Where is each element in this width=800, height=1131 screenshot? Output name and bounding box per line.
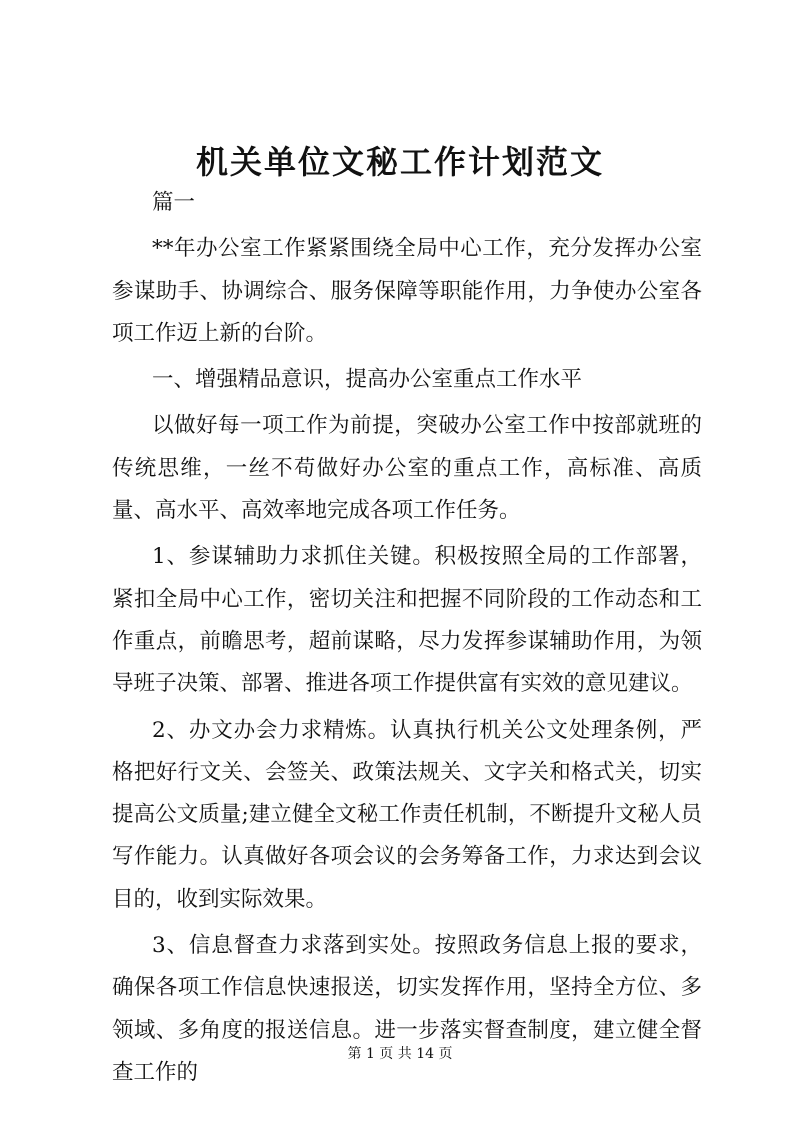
section-heading: 一、增强精品意识，提高办公室重点工作水平 — [152, 367, 583, 393]
document-body — [112, 182, 702, 1098]
body-paragraph: 2、办文办会力求精炼。认真执行机关公文处理条例，严格把好行文关、会签关、政策法规关、文字关和格式关，切实提高公文质量;建立健全文秘工作责任机制，不断提升文秘人员写作能力。认真做好各项会议的会务筹备工作，力求达到会议目的，收到实际效果。 — [112, 717, 702, 912]
intro-paragraph: **年办公室工作紧紧围绕全局中心工作，充分发挥办公室参谋助手、协调综合、服务保障等职能作用，力争使办公室各项工作迈上新的台阶。 — [112, 236, 702, 346]
page-number-footer: 第 1 页 共 14 页 — [347, 1046, 453, 1062]
section-label: 篇一 — [152, 190, 196, 215]
document-title: 机关单位文秘工作计划范文 — [195, 143, 604, 181]
body-paragraph: 3、信息督查力求落到实处。按照政务信息上报的要求，确保各项工作信息快速报送，切实发挥作用，坚持全方位、多领域、多角度的报送信息。进一步落实督查制度，建立健全督查工作的 — [112, 933, 702, 1085]
body-paragraph: 以做好每一项工作为前提，突破办公室工作中按部就班的传统思维，一丝不苟做好办公室的重点工作，高标准、高质量、高水平、高效率地完成各项工作任务。 — [112, 413, 702, 524]
body-paragraph: 1、参谋辅助力求抓住关键。积极按照全局的工作部署，紧扣全局中心工作，密切关注和把握不同阶段的工作动态和工作重点，前瞻思考，超前谋略，尽力发挥参谋辅助作用，为领导班子决策、部署、推进各项工作提供富有实效的意见建议。 — [112, 544, 702, 697]
